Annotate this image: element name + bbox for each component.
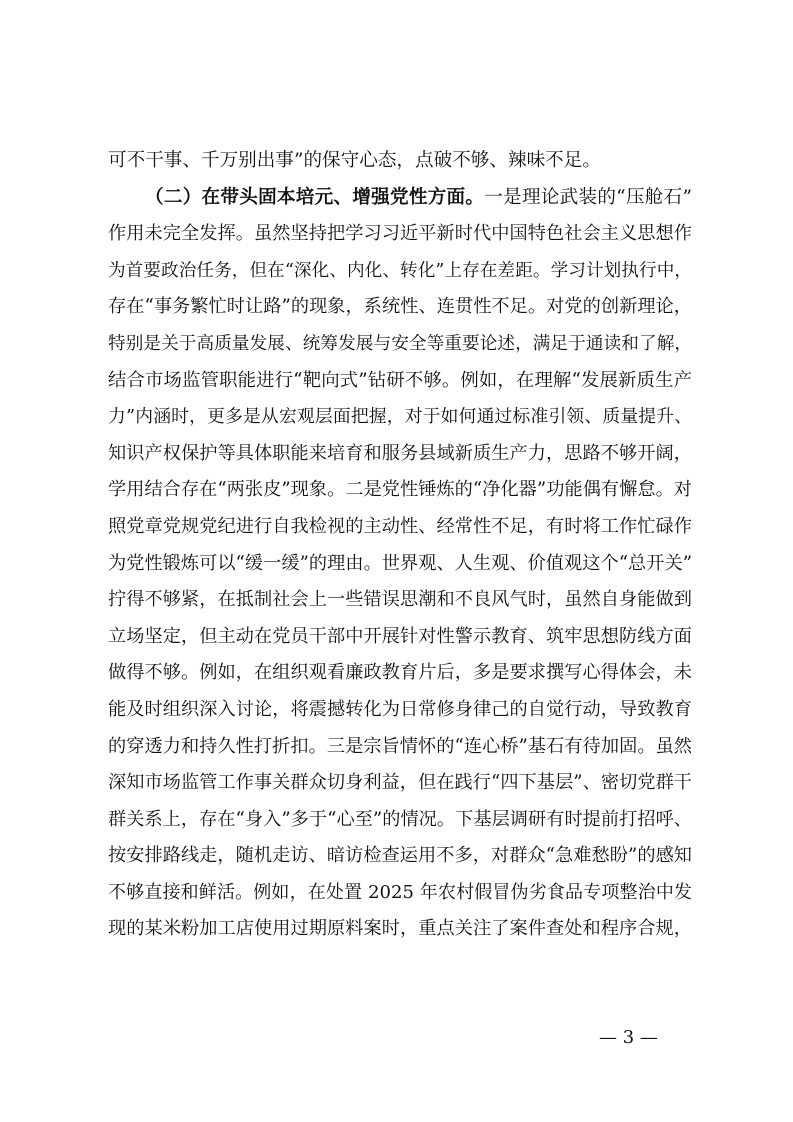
text-line: 群关系上，存在“身入”多于“心至”的情况。下基层调研有时提前打招呼、	[108, 808, 692, 830]
text-line: 的穿透力和持久性打折扣。三是宗旨情怀的“连心桥”基石有待加固。虽然	[108, 735, 692, 757]
text-line: 按安排路线走，随机走访、暗访检查运用不多，对群众“急难愁盼”的感知	[108, 845, 692, 867]
text-line: 现的某米粉加工店使用过期原料案时，重点关注了案件查处和程序合规，	[108, 918, 692, 940]
text-line: 知识产权保护等具体职能来培育和服务县域新质生产力，思路不够开阔，	[108, 442, 692, 464]
text-line: 深知市场监管工作事关群众切身利益，但在践行“四下基层”、密切党群干	[108, 772, 692, 794]
text-line: 能及时组织深入讨论，将震撼转化为日常修身律己的自觉行动，导致教育	[108, 698, 692, 720]
document-body	[108, 143, 692, 948]
text-line: 为首要政治任务，但在“深化、内化、转化”上存在差距。学习计划执行中，	[108, 260, 692, 281]
text-line: 照党章党规党纪进行自我检视的主动性、经常性不足，有时将工作忙碌作	[108, 515, 692, 537]
text-line: 存在“事务繁忙时让路”的现象，系统性、连贯性不足。对党的创新理论，	[108, 296, 692, 318]
page-number: — 3 —	[599, 1027, 658, 1048]
text-line: 可不干事、千万别出事”的保守心态，点破不够、辣味不足。	[108, 150, 601, 171]
text-line: 作用未完全发挥。虽然坚持把学习习近平新时代中国特色社会主义思想作	[108, 223, 692, 245]
text-line: 做得不够。例如，在组织观看廉政教育片后，多是要求撰写心得体会，未	[108, 662, 692, 684]
section-heading-line: （二）在带头固本培元、增强党性方面。一是理论武装的“压舱石”	[145, 186, 692, 208]
text-line: 结合市场监管职能进行“靶向式”钻研不够。例如，在理解“发展新质生产	[108, 369, 692, 391]
text-line: 不够直接和鲜活。例如，在处置 2025 年农村假冒伪劣食品专项整治中发	[108, 881, 692, 903]
text-line: 学用结合存在“两张皮”现象。二是党性锤炼的“净化器”功能偶有懈怠。对	[108, 479, 692, 501]
text-line: 拧得不够紧，在抵制社会上一些错误思潮和不良风气时，虽然自身能做到	[108, 589, 692, 611]
section-heading: （二）在带头固本培元、增强党性方面。	[145, 186, 485, 208]
text-line: 特别是关于高质量发展、统筹发展与安全等重要论述，满足于通读和了解，	[108, 333, 692, 354]
text-line: 立场坚定，但主动在党员干部中开展针对性警示教育、筑牢思想防线方面	[108, 625, 692, 647]
text-line: 为党性锻炼可以“缓一缓”的理由。世界观、人生观、价值观这个“总开关”	[108, 552, 692, 574]
text-line: 力”内涵时，更多是从宏观层面把握，对于如何通过标准引领、质量提升、	[108, 406, 692, 428]
